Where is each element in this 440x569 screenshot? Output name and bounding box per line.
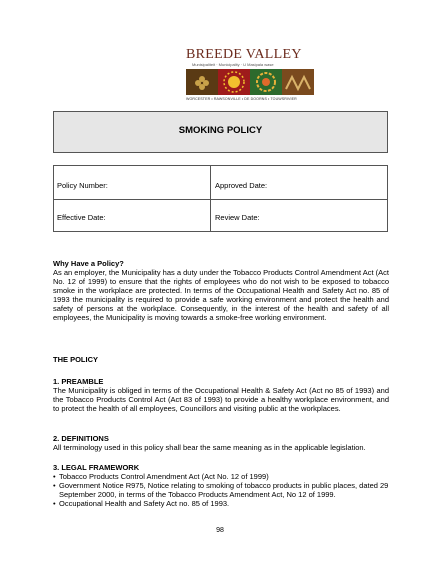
title-box bbox=[53, 111, 388, 153]
list-item bbox=[53, 472, 389, 481]
page-title: SMOKING POLICY bbox=[178, 125, 263, 136]
logo-towns: WORCESTER • RAWSONVILLE • DE DOORNS • TOUWSRIVIER bbox=[186, 97, 297, 101]
logo-emblems bbox=[186, 69, 314, 95]
review-date-label: Review Date: bbox=[215, 213, 260, 222]
bullet-icon: • bbox=[53, 481, 56, 490]
why-paragraph: As an employer, the Municipality has a duty under the Tobacco Products Control Amendment Act (Act No. 12 of 1999) to ensure that the rights of employees who do not wish to be exposed to tobacco smoke in the workplace are protected. In terms of the Occupational Health and Safety Act no. 85 of 1993 the municipality is required to provide a safe working environment and protect the health and safety of persons at the workplace. Consequently, in the interest of the health and safety of all employees, the Municipality is moving towards a smoke-free working environment. bbox=[53, 268, 389, 322]
pattern-emblem-icon bbox=[282, 69, 314, 95]
sun-emblem-icon bbox=[218, 69, 250, 95]
preamble-heading: 1. PREAMBLE bbox=[53, 377, 104, 386]
legal-framework-list bbox=[53, 472, 389, 508]
effective-date-label: Effective Date: bbox=[57, 213, 106, 222]
definitions-paragraph: All terminology used in this policy shall bear the same meaning as in the applicable legislation. bbox=[53, 443, 366, 452]
list-item bbox=[53, 499, 389, 508]
legal-framework-heading: 3. LEGAL FRAMEWORK bbox=[53, 463, 140, 472]
list-item-text: Occupational Health and Safety Act no. 85 of 1993. bbox=[59, 499, 230, 508]
bullet-icon: • bbox=[53, 472, 56, 481]
preamble-paragraph: The Municipality is obliged in terms of the Occupational Health & Safety Act (Act no 85 of 1993) and the Tobacco Products Control Act (Act 83 of 1993) to provide a healthy workplace environment, and to protect the health of all employees, Councillors and visiting public at the workplaces. bbox=[53, 386, 389, 413]
logo-tagline: Munisipaliteit · Municipality · U Masipala wase bbox=[192, 62, 274, 67]
list-item bbox=[53, 481, 389, 499]
approved-date-label: Approved Date: bbox=[215, 181, 268, 190]
policy-number-label: Policy Number: bbox=[57, 181, 108, 190]
why-heading: Why Have a Policy? bbox=[53, 259, 124, 268]
municipality-logo bbox=[186, 48, 314, 104]
flower-emblem-icon bbox=[250, 69, 282, 95]
policy-details-table bbox=[53, 165, 388, 232]
logo-brand-text: BREEDE VALLEY bbox=[186, 47, 302, 62]
list-item-text: Tobacco Products Control Amendment Act (Act No. 12 of 1999) bbox=[59, 472, 269, 481]
table-divider bbox=[54, 199, 387, 200]
bullet-icon: • bbox=[53, 499, 56, 508]
grapes-emblem-icon bbox=[186, 69, 218, 95]
list-item-text: Government Notice R975, Notice relating to smoking of tobacco products in public places, dated 29 September 2000, in terms of the Tobacco Products Amendment Act, No 12 of 1999. bbox=[59, 481, 389, 499]
the-policy-heading: THE POLICY bbox=[53, 355, 99, 364]
page-number: 98 bbox=[216, 527, 224, 534]
definitions-heading: 2. DEFINITIONS bbox=[53, 434, 109, 443]
